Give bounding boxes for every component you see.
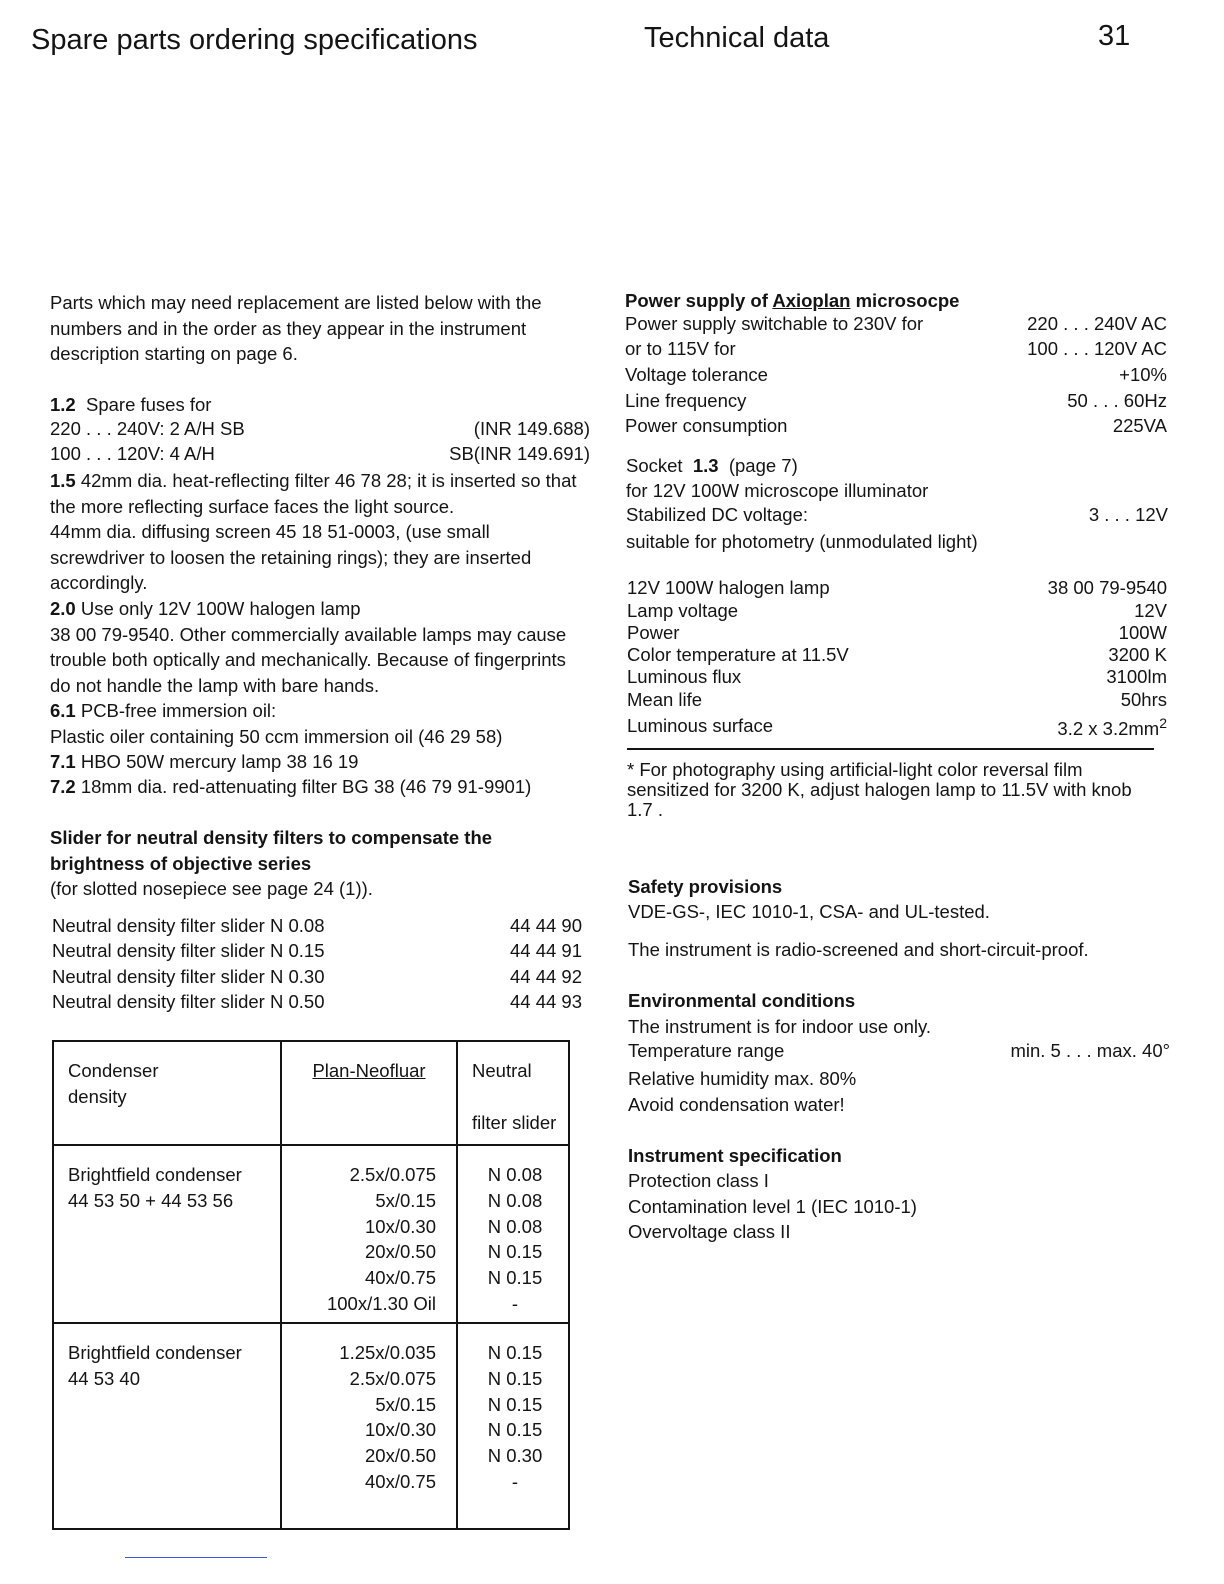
objective: 5x/0.15 xyxy=(375,1393,436,1415)
power-row xyxy=(625,313,1167,335)
surface-value: 3.2 x 3.2mm xyxy=(1057,718,1160,740)
lamp-row xyxy=(627,600,1167,622)
filter-value: N 0.08 xyxy=(487,1189,543,1211)
slider-note: (for slotted nosepiece see page 24 (1)). xyxy=(50,878,373,899)
divider xyxy=(627,748,1154,750)
lamp-value: 3200 K xyxy=(1108,644,1167,665)
surface-superscript: 2 xyxy=(1159,715,1167,731)
item-2-0 xyxy=(50,596,566,698)
socket-line: for 12V 100W microscope illuminator xyxy=(626,480,929,501)
slider-label: Neutral density filter slider N 0.15 xyxy=(52,940,325,961)
power-label: Line frequency xyxy=(625,390,747,411)
header-text: Plan-Neofluar xyxy=(312,1060,426,1081)
temperature-row xyxy=(628,1040,1170,1062)
table-cell-objectives xyxy=(281,1323,457,1529)
objective: 20x/0.50 xyxy=(365,1241,436,1263)
safety-heading: Safety provisions xyxy=(628,876,783,897)
objective: 40x/0.75 xyxy=(365,1470,436,1492)
filter-value: N 0.15 xyxy=(487,1367,543,1389)
lamp-row xyxy=(627,666,1167,688)
environment-line: The instrument is for indoor use only. xyxy=(628,1016,931,1037)
power-label: Voltage tolerance xyxy=(625,364,768,385)
socket-line: suitable for photometry (unmodulated light) xyxy=(626,531,978,552)
objective: 10x/0.30 xyxy=(365,1419,436,1441)
filter-value: - xyxy=(511,1292,519,1314)
table-header-condenser xyxy=(53,1041,281,1145)
lamp-label: Luminous flux xyxy=(627,666,742,687)
fuses-title xyxy=(50,392,211,418)
objective: 20x/0.50 xyxy=(365,1445,436,1467)
condenser-text: 44 53 50 + 44 53 56 xyxy=(68,1189,234,1211)
lamp-row xyxy=(627,715,1167,740)
objective: 2.5x/0.075 xyxy=(349,1164,436,1185)
table-header-filter-slider xyxy=(457,1041,569,1145)
lamp-value: 38 00 79-9540 xyxy=(1047,577,1167,598)
item-title: Spare fuses for xyxy=(86,394,212,415)
slider-heading-line: Slider for neutral density filters to compensate the xyxy=(50,827,493,848)
item-number: 2.0 xyxy=(50,598,76,619)
instrument-line: Contamination level 1 (IEC 1010-1) xyxy=(628,1195,917,1217)
slider-label: Neutral density filter slider N 0.50 xyxy=(52,991,325,1012)
slider-label: Neutral density filter slider N 0.30 xyxy=(52,966,325,987)
socket-number: 1.3 xyxy=(692,455,719,476)
socket-label: Socket xyxy=(626,455,683,476)
table-cell-condenser xyxy=(53,1323,281,1529)
footnote-line: sensitized for 3200 K, adjust halogen lamp to 11.5V with knob xyxy=(627,779,1132,800)
dc-label: Stabilized DC voltage: xyxy=(626,504,809,525)
lamp-label: Power xyxy=(627,622,680,643)
item-text: the more reflecting surface faces the light source. xyxy=(50,495,455,517)
filter-value: N 0.15 xyxy=(487,1342,543,1363)
item-text: do not handle the lamp with bare hands. xyxy=(50,674,380,696)
instrument-line: Overvoltage class II xyxy=(628,1221,791,1242)
footer-rule xyxy=(125,1557,267,1558)
page-header-center-title: Technical data xyxy=(644,22,830,54)
instrument-line: Protection class I xyxy=(628,1170,769,1191)
item-text: PCB-free immersion oil: xyxy=(80,700,277,721)
lamp-label: 12V 100W halogen lamp xyxy=(627,577,830,598)
lamp-row xyxy=(627,577,1167,599)
header-text: density xyxy=(68,1085,127,1107)
objective: 100x/1.30 Oil xyxy=(326,1292,436,1314)
lamp-value xyxy=(1057,715,1167,740)
objective: 5x/0.15 xyxy=(375,1189,436,1211)
item-text: 44mm dia. diffusing screen 45 18 51-0003, (use small xyxy=(50,521,490,542)
slider-row xyxy=(52,966,582,988)
item-7-1 xyxy=(50,749,358,775)
fuse-value: (INR 149.688) xyxy=(473,418,590,439)
condenser-text: Brightfield condenser xyxy=(68,1342,242,1363)
table-cell-objectives xyxy=(281,1145,457,1323)
item-text: 38 00 79-9540. Other commercially available lamps may cause xyxy=(50,623,567,645)
intro-line: numbers and in the order as they appear in the instrument xyxy=(50,317,527,339)
lamp-row xyxy=(627,689,1167,711)
instrument-heading: Instrument specification xyxy=(628,1145,842,1166)
item-number: 7.1 xyxy=(50,751,76,772)
slider-value: 44 44 91 xyxy=(509,940,582,961)
power-row xyxy=(625,390,1167,412)
filter-value: - xyxy=(511,1470,519,1492)
lamp-row xyxy=(627,622,1167,644)
heading-text: microsocpe xyxy=(850,290,960,311)
filter-value: N 0.15 xyxy=(487,1393,543,1415)
brand-name: Axioplan xyxy=(772,290,851,311)
item-6-1 xyxy=(50,698,502,749)
filter-value: N 0.15 xyxy=(487,1241,543,1263)
slider-heading-line: brightness of objective series xyxy=(50,852,312,874)
filter-value: N 0.08 xyxy=(487,1215,543,1237)
slider-label: Neutral density filter slider N 0.08 xyxy=(52,915,325,936)
table-cell-filters xyxy=(457,1323,569,1529)
safety-line: The instrument is radio-screened and short-circuit-proof. xyxy=(628,939,1089,960)
slider-row xyxy=(52,991,582,1013)
table-cell-condenser xyxy=(53,1145,281,1323)
dc-voltage-row xyxy=(626,504,1168,526)
lamp-value: 50hrs xyxy=(1120,689,1167,710)
power-supply-heading xyxy=(625,288,959,314)
temperature-label: Temperature range xyxy=(628,1040,785,1061)
slider-row xyxy=(52,915,582,937)
environment-line: Avoid condensation water! xyxy=(628,1094,845,1115)
slider-value: 44 44 93 xyxy=(509,991,582,1012)
fuse-row xyxy=(50,418,590,440)
slider-row xyxy=(52,940,582,962)
power-row xyxy=(625,415,1167,437)
socket-page-ref: (page 7) xyxy=(728,455,798,476)
header-text: filter slider xyxy=(472,1111,557,1133)
lamp-label: Color temperature at 11.5V xyxy=(627,644,849,665)
objective: 2.5x/0.075 xyxy=(349,1367,436,1389)
slider-value: 44 44 90 xyxy=(509,915,582,936)
header-text: Neutral xyxy=(472,1060,532,1081)
item-7-2 xyxy=(50,774,531,800)
intro-line: Parts which may need replacement are listed below with the xyxy=(50,292,542,313)
lamp-value: 12V xyxy=(1134,600,1167,621)
table-cell-filters xyxy=(457,1145,569,1323)
fuse-label: 100 . . . 120V: 4 A/H xyxy=(50,443,215,464)
item-number: 7.2 xyxy=(50,776,76,797)
filter-value: N 0.30 xyxy=(487,1445,543,1467)
intro-paragraph xyxy=(50,290,542,367)
lamp-label: Mean life xyxy=(627,689,703,710)
environment-line: Relative humidity max. 80% xyxy=(628,1068,857,1089)
item-text: trouble both optically and mechanically. Because of fingerprints xyxy=(50,649,566,670)
lamp-value: 3100lm xyxy=(1106,666,1167,687)
power-value: +10% xyxy=(1119,364,1167,385)
heading-text: Power supply of xyxy=(625,290,773,311)
power-value: 50 . . . 60Hz xyxy=(1067,390,1167,411)
header-text: Condenser xyxy=(68,1060,159,1081)
slider-value: 44 44 92 xyxy=(509,966,582,987)
power-value: 220 . . . 240V AC xyxy=(1027,313,1167,334)
temperature-value: min. 5 . . . max. 40° xyxy=(1010,1040,1170,1061)
fuse-row xyxy=(50,443,590,465)
item-text: screwdriver to loosen the retaining rings); they are inserted xyxy=(50,546,532,568)
table-header-plan-neofluar xyxy=(281,1041,457,1145)
lamp-value: 100W xyxy=(1118,622,1167,643)
fuse-value: SB(INR 149.691) xyxy=(449,443,590,464)
intro-line: description starting on page 6. xyxy=(50,343,298,364)
item-text: accordingly. xyxy=(50,572,148,593)
lamp-label: Lamp voltage xyxy=(627,600,739,621)
power-value: 100 . . . 120V AC xyxy=(1027,338,1167,359)
item-number: 1.5 xyxy=(50,470,76,491)
power-row xyxy=(625,364,1167,386)
instrument-lines xyxy=(628,1168,917,1245)
power-label: Power supply switchable to 230V for xyxy=(625,313,924,334)
item-text: HBO 50W mercury lamp 38 16 19 xyxy=(80,751,359,772)
power-value: 225VA xyxy=(1112,415,1167,436)
dc-value: 3 . . . 12V xyxy=(1088,504,1168,525)
page-number: 31 xyxy=(1098,20,1131,52)
item-text: Plastic oiler containing 50 ccm immersion oil (46 29 58) xyxy=(50,725,503,747)
lamp-row xyxy=(627,644,1167,666)
page-header-left-title: Spare parts ordering specifications xyxy=(31,24,478,56)
filter-value: N 0.08 xyxy=(487,1164,543,1185)
filter-value: N 0.15 xyxy=(487,1419,543,1441)
item-number: 6.1 xyxy=(50,700,76,721)
slider-heading xyxy=(50,825,492,876)
item-text: 42mm dia. heat-reflecting filter 46 78 28; it is inserted so that xyxy=(80,470,577,491)
power-label: Power consumption xyxy=(625,415,788,436)
socket-title xyxy=(626,453,798,479)
item-text: Use only 12V 100W halogen lamp xyxy=(80,598,361,619)
lamp-label: Luminous surface xyxy=(627,715,774,736)
objective: 40x/0.75 xyxy=(365,1267,436,1289)
condenser-density-table xyxy=(52,1040,570,1530)
item-number: 1.2 xyxy=(50,394,76,415)
footnote xyxy=(627,760,1132,820)
objective: 10x/0.30 xyxy=(365,1215,436,1237)
item-text: 18mm dia. red-attenuating filter BG 38 (46 79 91-9901) xyxy=(80,776,532,797)
power-label: or to 115V for xyxy=(625,338,736,359)
filter-value: N 0.15 xyxy=(487,1267,543,1289)
footnote-line: * For photography using artificial-light color reversal film xyxy=(627,759,1083,780)
safety-line: VDE-GS-, IEC 1010-1, CSA- and UL-tested. xyxy=(628,901,990,922)
power-row xyxy=(625,338,1167,360)
footnote-line: 1.7 . xyxy=(627,799,663,820)
objective: 1.25x/0.035 xyxy=(339,1342,436,1363)
condenser-text: Brightfield condenser xyxy=(68,1164,242,1185)
condenser-text: 44 53 40 xyxy=(68,1367,141,1389)
item-1-5 xyxy=(50,468,577,596)
fuse-label: 220 . . . 240V: 2 A/H SB xyxy=(50,418,245,439)
environment-heading: Environmental conditions xyxy=(628,990,856,1011)
